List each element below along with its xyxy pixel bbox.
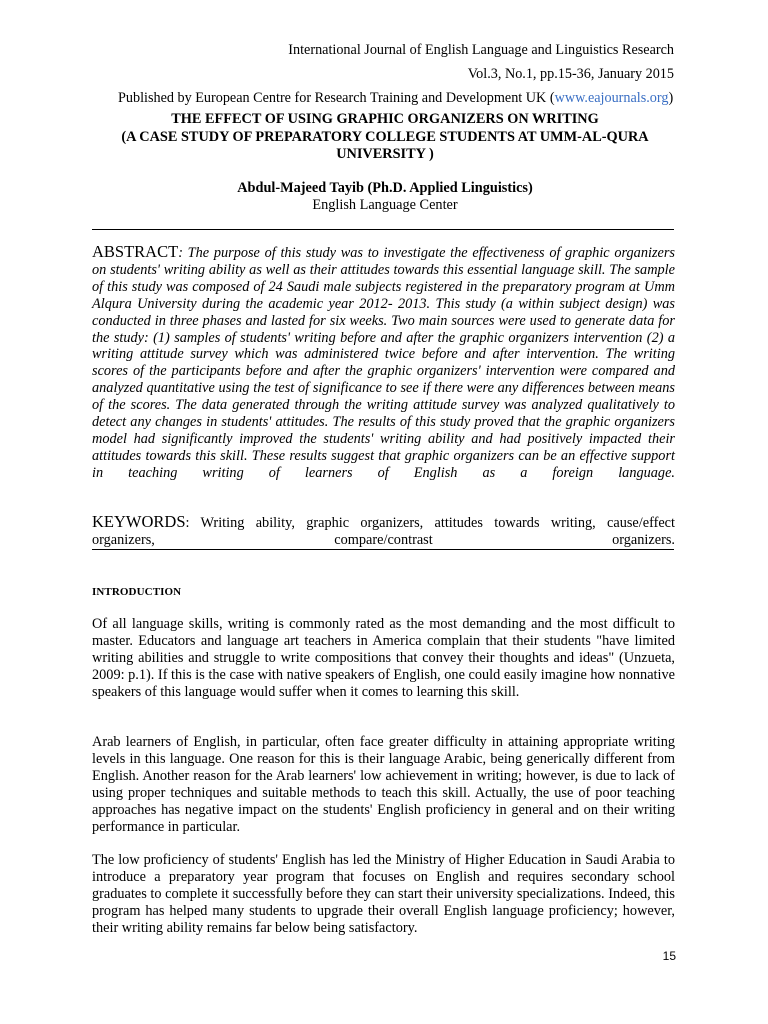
- title-line-1: THE EFFECT OF USING GRAPHIC ORGANIZERS ON WRITING: [171, 111, 599, 127]
- keywords-text: Writing ability, graphic organizers, attitudes towards writing, cause/effect organizers, compare/contrast organizers.: [92, 515, 675, 548]
- keywords: KEYWORDS: Writing ability, graphic organizers, attitudes towards writing, cause/effect organizers, compare/contrast organizers.: [92, 512, 675, 548]
- author-name: Abdul-Majeed Tayib (Ph.D. Applied Linguistics): [237, 180, 533, 196]
- keywords-label: KEYWORDS: [92, 512, 186, 531]
- paragraph: Of all language skills, writing is commonly rated as the most demanding and the most difficult to master. Educators and language art teachers in America complain that their students "have limited writing abilities and struggle to write compositions that convey their thoughts and ideas" (Unzueta, 2009: p.1). If this is the case with native speakers of English, one could easily imagine how nonnative speakers of this language would suffer when it comes to learning this skill.: [92, 616, 675, 701]
- publisher-prefix: Published by European Centre for Research Training and Development UK (: [118, 90, 555, 106]
- publisher-link[interactable]: www.eajournals.org: [554, 90, 669, 106]
- divider-bottom: [92, 549, 674, 550]
- title-line-2: (A CASE STUDY OF PREPARATORY COLLEGE STUDENTS AT UMM-AL-QURA: [121, 128, 649, 145]
- journal-volume: Vol.3, No.1, pp.15-36, January 2015: [467, 66, 674, 82]
- abstract: ABSTRACT: The purpose of this study was to investigate the effectiveness of graphic organizers on students' writing ability as well as their attitudes towards this essential language skill. The sample of this study was composed of 24 Saudi male subjects registered in the preparatory program at Umm Alqura University during the academic year 2012- 2013. This study (a within subject design) was conducted in three phases and lasted for six weeks. Two main sources were used to generate data for the study: (1) samples of students' writing before and after the graphic organizers intervention (2) a writing attitude survey which was administered twice before and after intervention. The writing scores of the participants before and after the graphic organizers' intervention were compared and analyzed quantitative using the test of significance to see if there were any differences between means of the scores. The data generated through the writing attitude survey was analyzed qualitatively to detect any changes in students' attitudes. The results of this study proved that the graphic organizers model had significantly improved the students' writing ability and had positively impacted their attitudes towards this skill. These results suggest that graphic organizers can be an effective support in teaching writing of learners of English as a foreign language.: [92, 242, 675, 481]
- abstract-label: ABSTRACT: [92, 242, 179, 261]
- paragraph: The low proficiency of students' English has led the Ministry of Higher Education in Saudi Arabia to introduce a preparatory year program that focuses on English and requires secondary school graduates to complete it successfully before they can start their university specializations. Indeed, this program has helped many students to upgrade their overall English language proficiency; however, their writing ability remains far below being satisfactory.: [92, 852, 675, 937]
- page-number: 15: [662, 949, 676, 963]
- author-affiliation: English Language Center: [312, 197, 458, 213]
- paper-title: [90, 111, 680, 164]
- publisher-line: [118, 90, 673, 107]
- publisher-suffix: ): [668, 90, 674, 106]
- divider-top: [92, 229, 674, 230]
- abstract-text: The purpose of this study was to investigate the effectiveness of graphic organizers on students' writing ability as well as their attitudes towards this essential language skill. The sample of this study was composed of 24 Saudi male subjects registered in the preparatory program at Umm Alqura University during the academic year 2012- 2013. This study (a within subject design) was conducted in three phases and lasted for six weeks. Two main sources were used to generate data for the study: (1) samples of students' writing before and after the graphic organizers intervention (2) a writing attitude survey which was administered twice before and after intervention. The writing scores of the participants before and after the graphic organizers' intervention were compared and analyzed quantitative using the test of significance to see if there were any differences between means of the scores. The data generated through the writing attitude survey was analyzed qualitatively to detect any changes in students' attitudes. The results of this study proved that the graphic organizers model had significantly improved the students' writing ability and had positively impacted their attitudes towards this skill. These results suggest that graphic organizers can be an effective support in teaching writing of learners of English as a foreign language.: [92, 245, 675, 481]
- title-line-3: UNIVERSITY ): [336, 146, 434, 162]
- section-heading: INTRODUCTION: [92, 586, 182, 598]
- journal-name: International Journal of English Language and Linguistics Research: [288, 42, 674, 58]
- paragraph: Arab learners of English, in particular, often face greater difficulty in attaining appropriate writing levels in this language. One reason for this is their language Arabic, being generically different from English. Another reason for the Arab learners' low achievement in writing; however, is due to lack of using proper techniques and suitable methods to teach this skill. Actually, the use of poor teaching approaches has negative impact on the students' English proficiency in general and on their writing performance in particular.: [92, 734, 675, 836]
